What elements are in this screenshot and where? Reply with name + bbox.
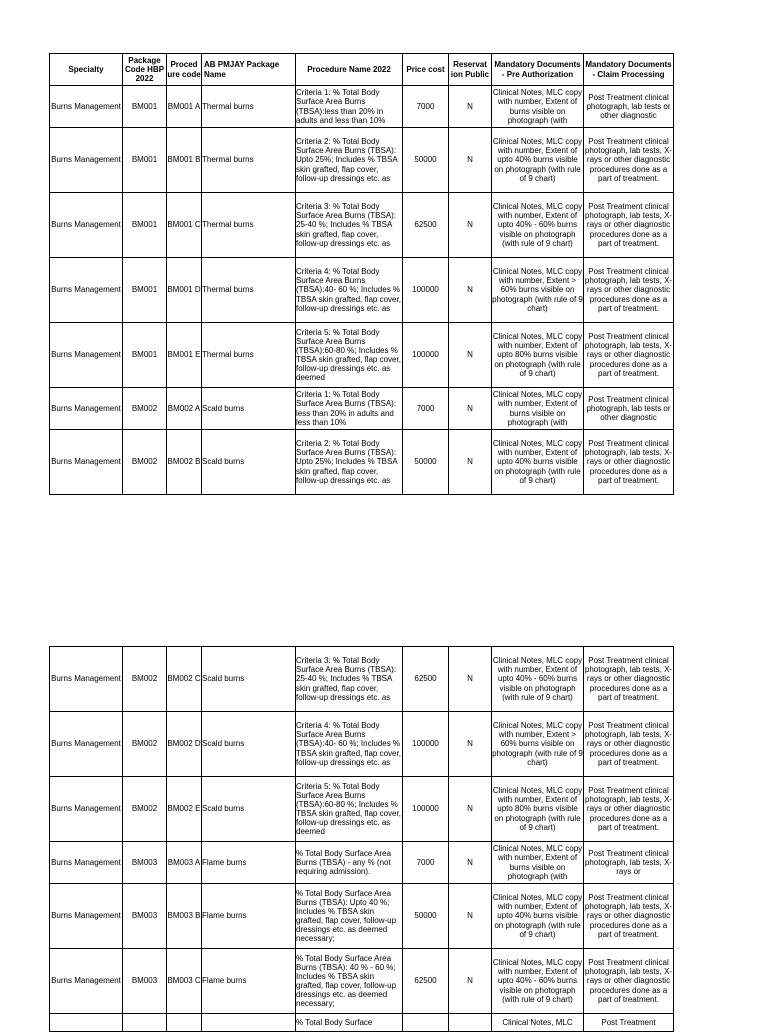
header-specialty: Specialty [50, 54, 123, 86]
package-name-cell [202, 128, 296, 193]
price-cell [403, 323, 449, 388]
reservation-cell [449, 388, 492, 430]
claim-docs-text: Post Treatment clinical photograph, lab tests or other diagnostic [586, 394, 671, 423]
claim-docs-cell [584, 884, 674, 949]
specialty-text: Burns Management [51, 101, 121, 111]
specialty-text: Burns Management [51, 285, 121, 295]
package-name-text: Flame burns [202, 976, 247, 986]
package-name-cell [202, 647, 296, 712]
specialty-text: Burns Management [51, 976, 121, 986]
header-price-cost: Price cost [403, 54, 449, 86]
procedure-code-text: BM002 D [167, 739, 201, 749]
reservation-text: N [467, 804, 473, 814]
reservation-cell [449, 193, 492, 258]
table-row [50, 86, 674, 128]
procedure-code-text: BM003 A [167, 857, 201, 867]
claim-docs-cell [584, 258, 674, 323]
procedure-code-cell [167, 842, 202, 884]
claim-docs-cell [584, 430, 674, 495]
specialty-cell [50, 712, 123, 777]
package-code-cell [123, 128, 167, 193]
table-row [50, 712, 674, 777]
pre-auth-docs-text: Clinical Notes, MLC copy with number, Extent > 60% burns visible on photograph (with rule of 9 chart) [492, 267, 583, 313]
reservation-text: N [467, 457, 473, 467]
package-name-text: Thermal burns [202, 220, 254, 230]
procedure-code-cell [167, 712, 202, 777]
price-cell [403, 884, 449, 949]
claim-docs-cell [584, 842, 674, 884]
package-name-cell [202, 430, 296, 495]
pre-auth-docs-text: Clinical Notes, MLC copy with number, Extent of upto 40% - 60% burns visible on photograph (with rule of 9 chart) [492, 202, 583, 248]
procedure-name-cell [296, 86, 403, 128]
pre-auth-docs-cell [492, 128, 584, 193]
table-row [50, 193, 674, 258]
reservation-cell [449, 647, 492, 712]
reservation-text: N [467, 155, 473, 165]
price-text: 7000 [416, 403, 435, 413]
procedure-name-text: Criteria 4: % Total Body Surface Area Burns (TBSA):40- 60 %; Includes % TBSA skin grafted, flap cover, follow-up dressings etc. as [296, 267, 401, 313]
pre-auth-docs-text: Clinical Notes, MLC [502, 1017, 573, 1027]
procedure-code-cell [167, 884, 202, 949]
reservation-cell [449, 128, 492, 193]
specialty-text: Burns Management [51, 911, 121, 921]
price-text: 7000 [416, 857, 435, 867]
package-code-cell [123, 712, 167, 777]
pre-auth-docs-cell [492, 430, 584, 495]
package-table-bottom [49, 646, 674, 1032]
procedure-code-cell [167, 949, 202, 1014]
header-package-code: Package Code HBP 2022 [123, 54, 167, 86]
procedure-name-text: Criteria 5: % Total Body Surface Area Burns (TBSA):60-80 %; Includes % TBSA skin grafted, flap cover, follow-up dressings etc. as deemed [296, 327, 401, 383]
specialty-cell [50, 949, 123, 1014]
pre-auth-docs-text: Clinical Notes, MLC copy with number, Extent of upto 40% burns visible on photograph (with rule of 9 chart) [492, 893, 583, 939]
package-code-cell [123, 949, 167, 1014]
package-code-text: BM001 [131, 155, 158, 165]
claim-docs-text: Post Treatment clinical photograph, lab tests, X-rays or other diagnostic procedures done as a part of treatment. [584, 332, 673, 378]
reservation-text: N [467, 220, 473, 230]
reservation-cell [449, 777, 492, 842]
package-name-text: Flame burns [202, 911, 247, 921]
package-name-cell [202, 323, 296, 388]
package-code-cell [123, 323, 167, 388]
header-pre-authorization: Mandatory Documents - Pre Authorization [492, 54, 584, 86]
procedure-code-text: BM001 C [167, 220, 201, 230]
claim-docs-text: Post Treatment clinical photograph, lab tests, X-rays or other diagnostic procedures done as a part of treatment. [584, 202, 673, 248]
header-claim-processing: Mandatory Documents - Claim Processing [584, 54, 674, 86]
reservation-cell [449, 842, 492, 884]
package-name-text: Scald burns [202, 804, 245, 814]
reservation-cell [449, 884, 492, 949]
pre-auth-docs-cell [492, 949, 584, 1014]
package-code-cell [123, 193, 167, 258]
reservation-cell [449, 323, 492, 388]
procedure-name-cell [296, 323, 403, 388]
price-cell [403, 949, 449, 1014]
package-code-cell [123, 842, 167, 884]
package-code-text: BM003 [131, 911, 158, 921]
specialty-text: Burns Management [51, 804, 121, 814]
procedure-name-cell [296, 1014, 403, 1032]
price-cell [403, 86, 449, 128]
procedure-name-cell [296, 430, 403, 495]
procedure-code-cell [167, 430, 202, 495]
package-code-text: BM003 [131, 976, 158, 986]
reservation-text: N [467, 739, 473, 749]
procedure-code-text: BM002 B [167, 457, 201, 467]
procedure-name-text: Criteria 3: % Total Body Surface Area Burns (TBSA): 25-40 %; Includes % TBSA skin grafted, flap cover, follow-up dressings etc. as [296, 656, 397, 702]
specialty-text: Burns Management [51, 350, 121, 360]
claim-docs-text: Post Treatment clinical photograph, lab tests, X-rays or other diagnostic procedures done as a part of treatment. [584, 958, 673, 1004]
procedure-code-text: BM002 C [167, 674, 201, 684]
reservation-text: N [467, 403, 473, 413]
table-row [50, 1014, 674, 1032]
procedure-name-cell [296, 388, 403, 430]
package-name-text: Scald burns [202, 457, 245, 467]
procedure-name-cell [296, 128, 403, 193]
pre-auth-docs-text: Clinical Notes, MLC copy with number, Extent of upto 80% burns visible on photograph (with rule of 9 chart) [492, 332, 583, 378]
specialty-cell [50, 323, 123, 388]
table-row [50, 388, 674, 430]
procedure-code-cell [167, 86, 202, 128]
claim-docs-cell [584, 647, 674, 712]
package-code-cell [123, 884, 167, 949]
pre-auth-docs-cell [492, 86, 584, 128]
claim-docs-cell [584, 128, 674, 193]
claim-docs-text: Post Treatment clinical photograph, lab tests, X-rays or other diagnostic procedures done as a part of treatment. [584, 721, 673, 767]
table-row [50, 949, 674, 1014]
specialty-cell [50, 388, 123, 430]
reservation-text: N [467, 285, 473, 295]
pre-auth-docs-cell [492, 323, 584, 388]
package-name-text: Thermal burns [202, 350, 254, 360]
price-text: 100000 [412, 350, 439, 360]
package-name-text: Scald burns [202, 403, 245, 413]
table-row [50, 258, 674, 323]
claim-docs-text: Post Treatment clinical photograph, lab tests, X-rays or other diagnostic procedures done as a part of treatment. [584, 439, 673, 485]
reservation-cell [449, 86, 492, 128]
pre-auth-docs-cell [492, 1014, 584, 1032]
price-cell [403, 193, 449, 258]
package-code-text: BM002 [131, 457, 158, 467]
package-code-cell [123, 258, 167, 323]
procedure-code-text: BM002 A [167, 403, 201, 413]
procedure-name-text: Criteria 1: % Total Body Surface Area Burns (TBSA):less than 20% in adults and less than 10% [296, 88, 386, 125]
claim-docs-text: Post Treatment clinical photograph, lab tests, X-rays or [584, 848, 673, 877]
price-text: 7000 [416, 101, 435, 111]
specialty-text: Burns Management [51, 857, 121, 867]
pre-auth-docs-cell [492, 842, 584, 884]
package-name-cell [202, 777, 296, 842]
package-code-cell [123, 647, 167, 712]
claim-docs-cell [584, 777, 674, 842]
header-row [50, 54, 674, 86]
pre-auth-docs-cell [492, 647, 584, 712]
package-code-cell [123, 86, 167, 128]
procedure-name-text: Criteria 4: % Total Body Surface Area Burns (TBSA):40- 60 %; Includes % TBSA skin grafted, flap cover, follow-up dressings etc. as [296, 721, 401, 767]
table-row [50, 777, 674, 842]
claim-docs-cell [584, 388, 674, 430]
package-code-text: BM002 [131, 804, 158, 814]
procedure-code-text: BM002 E [167, 804, 201, 814]
pre-auth-docs-text: Clinical Notes, MLC copy with number, Extent of burns visible on photograph (with [492, 390, 583, 427]
reservation-cell [449, 712, 492, 777]
procedure-code-cell [167, 388, 202, 430]
procedure-code-cell [167, 128, 202, 193]
specialty-cell [50, 1014, 123, 1032]
claim-docs-cell [584, 193, 674, 258]
table-row [50, 128, 674, 193]
claim-docs-cell [584, 86, 674, 128]
package-table-top [49, 53, 674, 495]
header-procedure-code: Proced ure code [167, 54, 202, 86]
procedure-code-cell [167, 1014, 202, 1032]
reservation-text: N [467, 674, 473, 684]
procedure-name-text: Criteria 1: % Total Body Surface Area Burns (TBSA): less than 20% in adults and less than 10% [296, 390, 397, 427]
specialty-text: Burns Management [51, 457, 121, 467]
procedure-name-text: Criteria 3: % Total Body Surface Area Burns (TBSA): 25-40 %; Includes % TBSA skin grafted, flap cover, follow-up dressings etc. as [296, 202, 397, 248]
price-text: 50000 [414, 457, 437, 467]
package-name-text: Scald burns [202, 739, 245, 749]
reservation-text: N [467, 976, 473, 986]
reservation-text: N [467, 101, 473, 111]
procedure-code-cell [167, 258, 202, 323]
price-cell [403, 388, 449, 430]
claim-docs-cell [584, 1014, 674, 1032]
claim-docs-text: Post Treatment [601, 1017, 656, 1027]
pre-auth-docs-text: Clinical Notes, MLC copy with number, Extent of burns visible on photograph (with [492, 844, 583, 881]
procedure-name-cell [296, 258, 403, 323]
package-name-text: Thermal burns [202, 285, 254, 295]
specialty-cell [50, 842, 123, 884]
package-name-cell [202, 949, 296, 1014]
header-reservation-public: Reservat ion Public [449, 54, 492, 86]
procedure-name-cell [296, 712, 403, 777]
package-code-cell [123, 1014, 167, 1032]
procedure-code-cell [167, 777, 202, 842]
price-cell [403, 842, 449, 884]
package-name-cell [202, 388, 296, 430]
pre-auth-docs-cell [492, 258, 584, 323]
pre-auth-docs-text: Clinical Notes, MLC copy with number, Extent of upto 40% burns visible on photograph (with rule of 9 chart) [492, 439, 583, 485]
claim-docs-text: Post Treatment clinical photograph, lab tests, X-rays or other diagnostic procedures done as a part of treatment. [584, 893, 673, 939]
price-cell [403, 712, 449, 777]
package-name-cell [202, 1014, 296, 1032]
pre-auth-docs-text: Clinical Notes, MLC copy with number, Extent > 60% burns visible on photograph (with rule of 9 chart) [492, 721, 583, 767]
header-procedure-name: Procedure Name 2022 [296, 54, 403, 86]
procedure-code-cell [167, 323, 202, 388]
table-row [50, 884, 674, 949]
reservation-cell [449, 258, 492, 323]
price-cell [403, 647, 449, 712]
procedure-name-cell [296, 842, 403, 884]
procedure-name-text: % Total Body Surface Area Burns (TBSA): Upto 40 %; Includes % TBSA skin grafted, flap cover, follow-up dressings etc. as deemed necessary; [296, 888, 397, 944]
pre-auth-docs-cell [492, 884, 584, 949]
reservation-cell [449, 1014, 492, 1032]
price-cell [403, 128, 449, 193]
pre-auth-docs-text: Clinical Notes, MLC copy with number, Extent of upto 40% burns visible on photograph (with rule of 9 chart) [492, 137, 583, 183]
pre-auth-docs-text: Clinical Notes, MLC copy with number, Extent of upto 40% - 60% burns visible on photograph (with rule of 9 chart) [492, 656, 583, 702]
specialty-text: Burns Management [51, 220, 121, 230]
procedure-name-text: Criteria 5: % Total Body Surface Area Burns (TBSA):60-80 %; Includes % TBSA skin grafted, flap cover, follow-up dressings etc. as deemed [296, 781, 401, 837]
package-name-text: Flame burns [202, 857, 247, 867]
claim-docs-cell [584, 949, 674, 1014]
reservation-text: N [467, 911, 473, 921]
specialty-text: Burns Management [51, 674, 121, 684]
specialty-text: Burns Management [51, 155, 121, 165]
pre-auth-docs-text: Clinical Notes, MLC copy with number, Extent of upto 80% burns visible on photograph (with rule of 9 chart) [492, 786, 583, 832]
table-row [50, 647, 674, 712]
price-text: 100000 [412, 285, 439, 295]
claim-docs-cell [584, 712, 674, 777]
price-text: 100000 [412, 739, 439, 749]
package-name-text: Thermal burns [202, 155, 254, 165]
pre-auth-docs-text: Clinical Notes, MLC copy with number, Extent of upto 40% - 60% burns visible on photograph (with rule of 9 chart) [492, 958, 583, 1004]
reservation-text: N [467, 857, 473, 867]
specialty-cell [50, 430, 123, 495]
specialty-cell [50, 193, 123, 258]
package-name-cell [202, 712, 296, 777]
claim-docs-text: Post Treatment clinical photograph, lab tests or other diagnostic [586, 92, 671, 121]
procedure-code-cell [167, 193, 202, 258]
package-name-cell [202, 193, 296, 258]
price-text: 62500 [414, 976, 437, 986]
specialty-cell [50, 884, 123, 949]
specialty-text: Burns Management [51, 403, 121, 413]
claim-docs-text: Post Treatment clinical photograph, lab tests, X-rays or other diagnostic procedures done as a part of treatment. [584, 656, 673, 702]
procedure-name-text: % Total Body Surface Area Burns (TBSA): 40 % - 60 %; Includes % TBSA skin grafted, flap cover, follow-up dressings etc. as deemed necessary; [296, 953, 397, 1009]
package-name-cell [202, 258, 296, 323]
claim-docs-cell [584, 323, 674, 388]
package-name-text: Scald burns [202, 674, 245, 684]
specialty-cell [50, 128, 123, 193]
procedure-code-text: BM001 B [167, 155, 201, 165]
table-body-bottom [50, 647, 674, 1032]
procedure-name-cell [296, 777, 403, 842]
table-row [50, 430, 674, 495]
specialty-cell [50, 777, 123, 842]
specialty-cell [50, 258, 123, 323]
procedure-name-text: % Total Body Surface Area Burns (TBSA) - any % (not requiring admission). [296, 848, 392, 877]
package-code-cell [123, 430, 167, 495]
procedure-name-text: % Total Body Surface [296, 1017, 373, 1027]
reservation-cell [449, 430, 492, 495]
reservation-text: N [467, 350, 473, 360]
package-code-text: BM001 [131, 220, 158, 230]
claim-docs-text: Post Treatment clinical photograph, lab tests, X-rays or other diagnostic procedures done as a part of treatment. [584, 137, 673, 183]
price-cell [403, 430, 449, 495]
package-code-cell [123, 777, 167, 842]
price-cell [403, 258, 449, 323]
package-code-text: BM002 [131, 403, 158, 413]
header-package-name: AB PMJAY Package Name [202, 54, 296, 86]
specialty-text: Burns Management [51, 739, 121, 749]
procedure-name-cell [296, 949, 403, 1014]
table-row [50, 323, 674, 388]
pre-auth-docs-cell [492, 777, 584, 842]
price-cell [403, 777, 449, 842]
table-row [50, 842, 674, 884]
procedure-name-cell [296, 884, 403, 949]
price-cell [403, 1014, 449, 1032]
pre-auth-docs-cell [492, 712, 584, 777]
pre-auth-docs-cell [492, 388, 584, 430]
price-text: 100000 [412, 804, 439, 814]
price-text: 50000 [414, 155, 437, 165]
package-code-text: BM003 [131, 857, 158, 867]
procedure-name-cell [296, 647, 403, 712]
package-code-text: BM002 [131, 739, 158, 749]
price-text: 62500 [414, 674, 437, 684]
specialty-cell [50, 647, 123, 712]
package-code-text: BM001 [131, 101, 158, 111]
pre-auth-docs-cell [492, 193, 584, 258]
procedure-code-text: BM003 B [167, 911, 201, 921]
package-name-text: Thermal burns [202, 101, 254, 111]
reservation-cell [449, 949, 492, 1014]
procedure-code-text: BM001 E [167, 350, 201, 360]
claim-docs-text: Post Treatment clinical photograph, lab tests, X-rays or other diagnostic procedures done as a part of treatment. [584, 267, 673, 313]
procedure-code-text: BM001 D [167, 285, 201, 295]
table-body-top [50, 86, 674, 495]
package-code-text: BM001 [131, 285, 158, 295]
procedure-code-cell [167, 647, 202, 712]
package-code-text: BM002 [131, 674, 158, 684]
pre-auth-docs-text: Clinical Notes, MLC copy with number, Extent of burns visible on photograph (with [492, 88, 583, 125]
package-name-cell [202, 884, 296, 949]
package-name-cell [202, 86, 296, 128]
procedure-code-text: BM003 C [167, 976, 201, 986]
specialty-cell [50, 86, 123, 128]
procedure-code-text: BM001 A [167, 101, 201, 111]
package-name-cell [202, 842, 296, 884]
price-text: 50000 [414, 911, 437, 921]
package-code-cell [123, 388, 167, 430]
package-code-text: BM001 [131, 350, 158, 360]
procedure-name-cell [296, 193, 403, 258]
claim-docs-text: Post Treatment clinical photograph, lab tests, X-rays or other diagnostic procedures done as a part of treatment. [584, 786, 673, 832]
procedure-name-text: Criteria 2: % Total Body Surface Area Burns (TBSA): Upto 25%; Includes % TBSA skin grafted, flap cover, follow-up dressings etc. as [296, 439, 398, 485]
price-text: 62500 [414, 220, 437, 230]
procedure-name-text: Criteria 2: % Total Body Surface Area Burns (TBSA): Upto 25%; Includes % TBSA skin grafted, flap cover, follow-up dressings etc. as [296, 137, 398, 183]
